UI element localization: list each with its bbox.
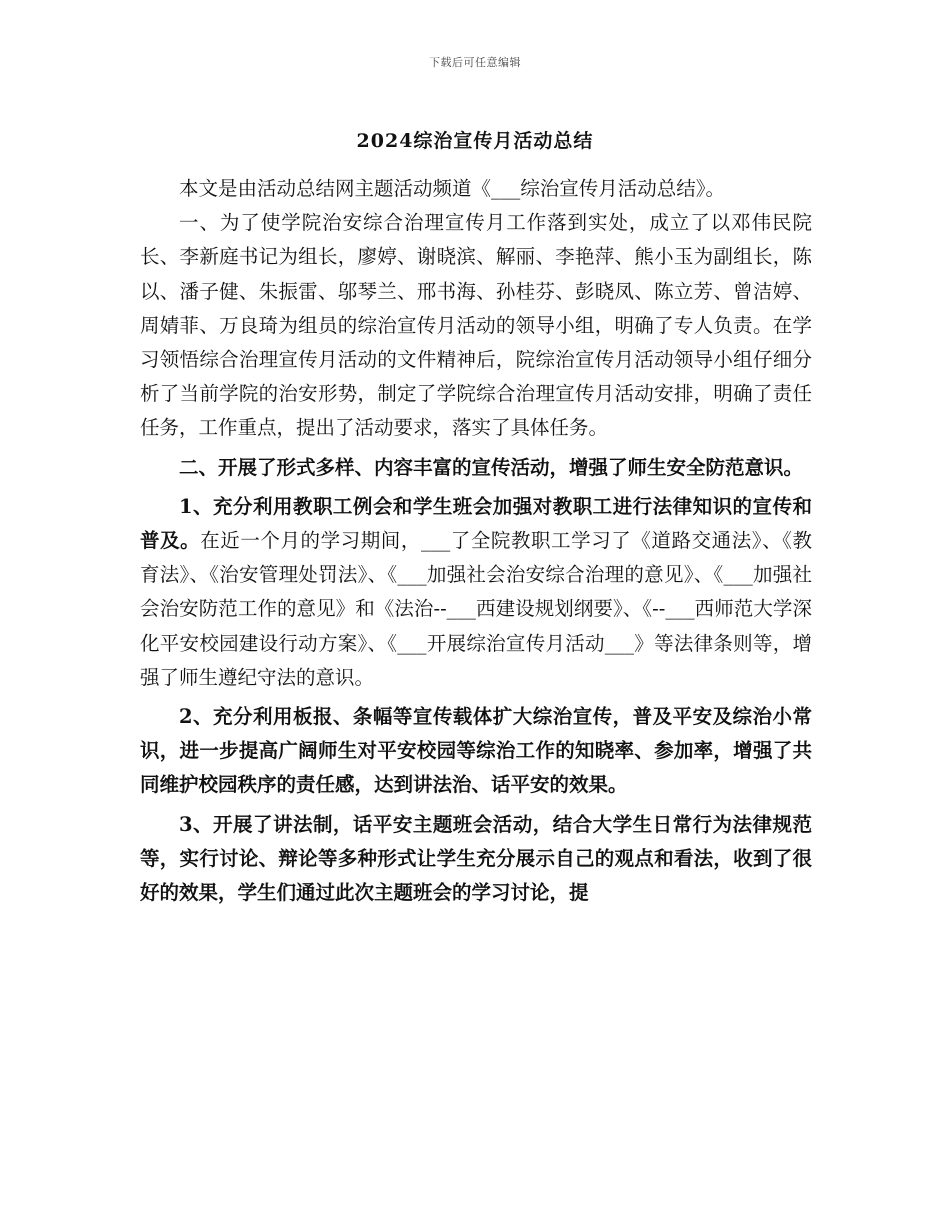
paragraph-item-two: 2、充分利用板报、条幅等宣传载体扩大综治宣传，普及平安及综治小常识，进一步提高广阔师生对平安校园等综治工作的知晓率、参加率，增强了共同维护校园秩序的责任感，达到讲法治、话平安的效果。 — [140, 705, 812, 797]
item-one-text: 在近一个月的学习期间，___了全院教职工学习了《道路交通法》、《教育法》、《治安管理处罚法》、《___加强社会治安综合治理的意见》、《___加强社会治安防范工作的意见》和《法治--___西建设规划纲要》、《--___西师范大学深化平安校园建设行动方案》、《___开展综治宣传月活动___》等法律条则等，增强了师生遵纪守法的意识。 — [140, 529, 812, 689]
document-body — [140, 172, 812, 910]
paragraph-item-one — [140, 490, 812, 695]
paragraph-section-one: 一、为了使学院治安综合治理宣传月工作落到实处，成立了以邓伟民院长、李新庭书记为组长，廖婷、谢晓滨、解丽、李艳萍、熊小玉为副组长，陈以、潘子健、朱振雷、邬琴兰、邢书海、孙桂芬、彭晓凤、陈立芳、曾洁婷、周婧菲、万良琦为组员的综治宣传月活动的领导小组，明确了专人负责。在学习领悟综合治理宣传月活动的文件精神后，院综治宣传月活动领导小组仔细分析了当前学院的治安形势，制定了学院综合治理宣传月活动安排，明确了责任任务，工作重点，提出了活动要求，落实了具体任务。 — [140, 211, 812, 440]
paragraph-intro: 本文是由活动总结网主题活动频道《___综治宣传月活动总结》。 — [179, 177, 726, 200]
item-one-lead: 1、充分利用教职工例会和学生班会加强对教职工进行法律知识的宣传和普及。 — [140, 494, 812, 553]
paragraph-item-three: 3、开展了讲法制，话平安主题班会活动，结合大学生日常行为法律规范等，实行讨论、辩论等多种形式让学生充分展示自己的观点和看法，收到了很好的效果，学生们通过此次主题班会的学习讨论，提 — [140, 812, 812, 905]
document-title: 2024综治宣传月活动总结 — [356, 130, 594, 152]
paragraph-section-two-heading: 二、开展了形式多样、内容丰富的宣传活动，增强了师生安全防范意识。 — [179, 455, 804, 479]
header-note: 下载后可任意编辑 — [429, 56, 521, 69]
